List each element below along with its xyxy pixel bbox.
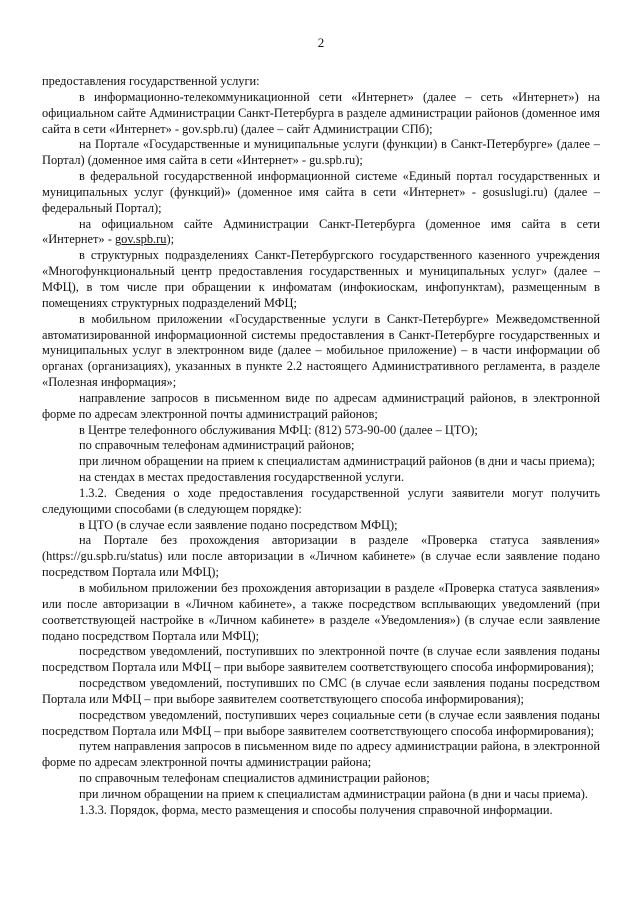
paragraph: в Центре телефонного обслуживания МФЦ: (812) 573-90-00 (далее – ЦТО);: [79, 422, 478, 437]
paragraph: в федеральной государственной информационной системе «Единый портал государственных и муниципальных услуг (функций)» (доменное имя сайта в сети «Интернет» - gosuslugi.ru) (далее – федеральный Портал);: [42, 169, 600, 215]
paragraph: в информационно-телекоммуникационной сети «Интернет» (далее – сеть «Интернет») на официальном сайте Администрации Санкт-Петербурга в разделе администрации районов (доменное имя сайта в сети «Интернет» - gov.spb.ru) (далее – сайт Администрации СПб);: [42, 89, 600, 136]
paragraph: в мобильном приложении без прохождения авторизации в разделе «Проверка статуса заявления» или после авторизации в «Личном кабинете», а также посредством всплывающих уведомлений (при соответствующей настройке в «Личном кабинете» в разделе «Уведомления») (в случае если заявление подано посредством Портала или МФЦ);: [42, 581, 600, 643]
paragraph: посредством уведомлений, поступивших по СМС (в случае если заявления поданы посредством Портала или МФЦ – при выборе заявителем соответствующего способа информирования);: [42, 676, 600, 706]
gov-spb-link[interactable]: gov.spb.ru: [114, 232, 167, 247]
paragraph: направление запросов в письменном виде по адресам администраций районов, в электронной форме по адресам электронной почты администраций районов;: [42, 390, 600, 421]
paragraph: по справочным телефонам администраций районов;: [79, 438, 355, 453]
paragraph: предоставления государственной услуги:: [42, 74, 260, 88]
page-number: 2: [317, 35, 325, 50]
paragraph-text: );: [166, 232, 175, 247]
document-body: [42, 74, 600, 819]
paragraph: в мобильном приложении «Государственные услуги в Санкт-Петербурге» Межведомственной автоматизированной информационной системы предоставления в Санкт-Петербурге государственных и муниципальных услуг в электронном виде (далее – мобильное приложение) – в части информации об органах (организациях), указанных в пункте 2.2 настоящего Административного регламента, в разделе «Полезная информация»;: [42, 311, 600, 390]
paragraph: при личном обращении на прием к специалистам администраций районов (в дни и часы приема);: [79, 454, 595, 469]
paragraph: на стендах в местах предоставления государственной услуги.: [79, 470, 405, 485]
paragraph: на Портале без прохождения авторизации в разделе «Проверка статуса заявления» (https://gu.spb.ru/status) или после авторизации в «Личном кабинете» (в случае если заявление подано посредством Портала или МФЦ);: [42, 533, 600, 580]
paragraph: посредством уведомлений, поступивших через социальные сети (в случае если заявления поданы посредством Портала или МФЦ – при выборе заявителем соответствующего способа информирования);: [42, 707, 600, 738]
paragraph: 1.3.3. Порядок, форма, место размещения и способы получения справочной информации.: [79, 802, 553, 817]
paragraph: 1.3.2. Сведения о ходе предоставления государственной услуги заявители могут получить следующими способами (в следующем порядке):: [42, 485, 600, 516]
paragraph: в ЦТО (в случае если заявление подано посредством МФЦ);: [79, 517, 398, 532]
paragraph: при личном обращении на прием к специалистам администрации района (в дни и часы приема).: [79, 786, 589, 801]
paragraph: посредством уведомлений, поступивших по электронной почте (в случае если заявления поданы посредством Портала или МФЦ – при выборе заявителем соответствующего способа информирования);: [42, 644, 600, 675]
paragraph-text: на официальном сайте Администрации Санкт-Петербурга (доменное имя сайта в сети «Интернет» -: [42, 216, 600, 247]
paragraph: на Портале «Государственные и муниципальные услуги (функции) в Санкт-Петербурге» (далее – Портал) (доменное имя сайта в сети «Интернет» - gu.spb.ru);: [42, 137, 600, 168]
paragraph: в структурных подразделениях Санкт-Петербургского государственного казенного учреждения «Многофункциональный центр предоставления государственных и муниципальных услуг» (далее – МФЦ), в том числе при обращении к инфоматам (инфокиоскам, инфопунктам), размещенным в помещениях структурных подразделений МФЦ;: [42, 248, 600, 310]
paragraph: [42, 217, 600, 249]
paragraph: путем направления запросов в письменном виде по адресу администрации района, в электронной форме по адресам электронной почты администрации района;: [42, 739, 600, 770]
paragraph: по справочным телефонам специалистов администрации районов;: [79, 771, 430, 786]
